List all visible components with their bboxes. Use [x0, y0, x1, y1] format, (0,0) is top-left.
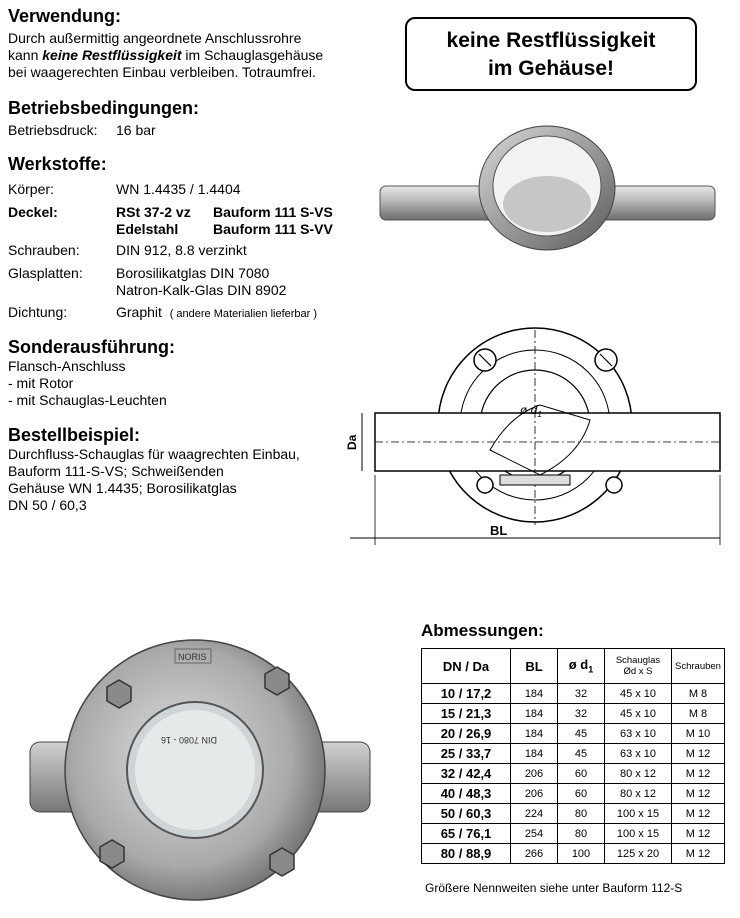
glas-value-2: Natron-Kalk-Glas DIN 8902 [116, 282, 287, 298]
table-row [422, 724, 725, 744]
product-photo-body [375, 108, 720, 278]
table-cell: 45 [558, 724, 605, 744]
sonder-line: - mit Schauglas-Leuchten [8, 392, 167, 408]
table-cell: M 10 [672, 724, 725, 744]
sonder-line: - mit Rotor [8, 375, 74, 391]
table-cell: 184 [511, 704, 558, 724]
deckel-bauform-2: Bauform 111 S-VV [213, 221, 333, 237]
callout-box [405, 17, 697, 91]
table-cell: M 12 [672, 764, 725, 784]
callout-line-1: keine Restflüssigkeit [446, 29, 656, 52]
table-cell: 45 [558, 744, 605, 764]
table-cell: 32 / 42,4 [422, 764, 511, 784]
bestell-heading: Bestellbeispiel: [8, 425, 141, 445]
table-cell: 60 [558, 764, 605, 784]
table-cell: 65 / 76,1 [422, 824, 511, 844]
sonder-line: Flansch-Anschluss [8, 358, 126, 374]
col-schauglas: Schauglas Ød x S [605, 649, 672, 684]
table-row [422, 704, 725, 724]
table-cell: M 8 [672, 704, 725, 724]
table-cell: 80 x 12 [605, 764, 672, 784]
photo-plate-text: DIN 7080 - 16 [160, 735, 217, 745]
table-cell: 100 [558, 844, 605, 864]
table-row [422, 824, 725, 844]
table-cell: 63 x 10 [605, 744, 672, 764]
col-bl: BL [511, 649, 558, 684]
table-cell: 25 / 33,7 [422, 744, 511, 764]
sonder-heading: Sonderausführung: [8, 337, 175, 357]
table-cell: 80 [558, 824, 605, 844]
table-cell: 32 [558, 684, 605, 704]
bestell-line: Bauform 111-S-VS; Schweißenden [8, 463, 224, 479]
table-cell: 100 x 15 [605, 804, 672, 824]
dichtung-note: ( andere Materialien lieferbar ) [169, 308, 318, 320]
bestell-line: DN 50 / 60,3 [8, 497, 87, 513]
technical-drawing [340, 325, 730, 557]
table-cell: 10 / 17,2 [422, 684, 511, 704]
verwendung-line-2: kann keine Restflüssigkeit im Schauglasgehäuse [8, 47, 324, 63]
table-cell: M 12 [672, 744, 725, 764]
betrieb-label: Betriebsdruck: [8, 122, 98, 138]
table-cell: 254 [511, 824, 558, 844]
schrauben-value: DIN 912, 8.8 verzinkt [116, 242, 247, 258]
table-cell: 45 x 10 [605, 684, 672, 704]
table-cell: 100 x 15 [605, 824, 672, 844]
table-cell: M 12 [672, 784, 725, 804]
table-row [422, 784, 725, 804]
verwendung-text [8, 30, 323, 81]
footnote: Größere Nennweiten siehe unter Bauform 112-S [425, 881, 683, 895]
bestell-line: Durchfluss-Schauglas für waagrechten Einbau, [8, 446, 300, 462]
label-bl: BL [490, 523, 508, 538]
glas-label: Glasplatten: [8, 265, 83, 281]
table-cell: 15 / 21,3 [422, 704, 511, 724]
betrieb-heading: Betriebsbedingungen: [8, 98, 200, 118]
koerper-label: Körper: [8, 181, 54, 197]
abmessungen-heading: Abmessungen: [421, 621, 544, 640]
table-cell: 184 [511, 724, 558, 744]
table-cell: 125 x 20 [605, 844, 672, 864]
table-cell: M 8 [672, 684, 725, 704]
table-cell: 80 / 88,9 [422, 844, 511, 864]
product-photo-front [15, 637, 395, 907]
betrieb-value: 16 bar [116, 122, 156, 138]
table-row [422, 684, 725, 704]
table-cell: 40 / 48,3 [422, 784, 511, 804]
table-cell: 184 [511, 684, 558, 704]
table-row [422, 744, 725, 764]
table-row [422, 804, 725, 824]
deckel-material-1: RSt 37-2 vz [116, 204, 191, 220]
table-row [422, 844, 725, 864]
bestell-text [8, 446, 300, 514]
verwendung-line-3: bei waagerechten Einbau verbleiben. Totraumfrei. [8, 64, 316, 80]
table-cell: 184 [511, 744, 558, 764]
table-cell: 20 / 26,9 [422, 724, 511, 744]
table-cell: 80 [558, 804, 605, 824]
table-cell: 224 [511, 804, 558, 824]
col-d1: ø $d_1$ [558, 649, 605, 684]
label-da: Da [345, 434, 359, 450]
table-cell: 32 [558, 704, 605, 724]
col-schrauben: Schrauben [672, 649, 725, 684]
dimensions-table [421, 648, 725, 864]
label-d1: ø $d_1$ [520, 403, 542, 419]
dichtung-label: Dichtung: [8, 304, 68, 320]
photo-brand: NORIS [178, 652, 207, 662]
deckel-bauform-1: Bauform 111 S-VS [213, 204, 333, 220]
schrauben-label: Schrauben: [8, 242, 80, 258]
table-cell: 60 [558, 784, 605, 804]
table-cell: M 12 [672, 804, 725, 824]
verwendung-emphasis: keine Restflüssigkeit [42, 47, 182, 63]
table-cell: 266 [511, 844, 558, 864]
table-cell: 206 [511, 764, 558, 784]
koerper-value: WN 1.4435 / 1.4404 [116, 181, 241, 197]
table-cell: 80 x 12 [605, 784, 672, 804]
table-cell: 50 / 60,3 [422, 804, 511, 824]
dichtung-value: Graphit ( andere Materialien lieferbar ) [116, 304, 318, 320]
werkstoffe-heading: Werkstoffe: [8, 154, 107, 174]
verwendung-heading: Verwendung: [8, 6, 122, 26]
table-cell: M 12 [672, 844, 725, 864]
deckel-label: Deckel: [8, 204, 58, 220]
deckel-material-2: Edelstahl [116, 221, 179, 237]
table-cell: 206 [511, 784, 558, 804]
callout-line-2: im Gehäuse! [487, 57, 615, 80]
table-cell: M 12 [672, 824, 725, 844]
bestell-line: Gehäuse WN 1.4435; Borosilikatglas [8, 480, 237, 496]
table-row [422, 764, 725, 784]
glas-value-1: Borosilikatglas DIN 7080 [116, 265, 270, 281]
col-dn: DN / Da [422, 649, 511, 684]
sonder-list [8, 358, 167, 409]
table-cell: 63 x 10 [605, 724, 672, 744]
table-cell: 45 x 10 [605, 704, 672, 724]
verwendung-line-1: Durch außermittig angeordnete Anschlussrohre [8, 30, 302, 46]
